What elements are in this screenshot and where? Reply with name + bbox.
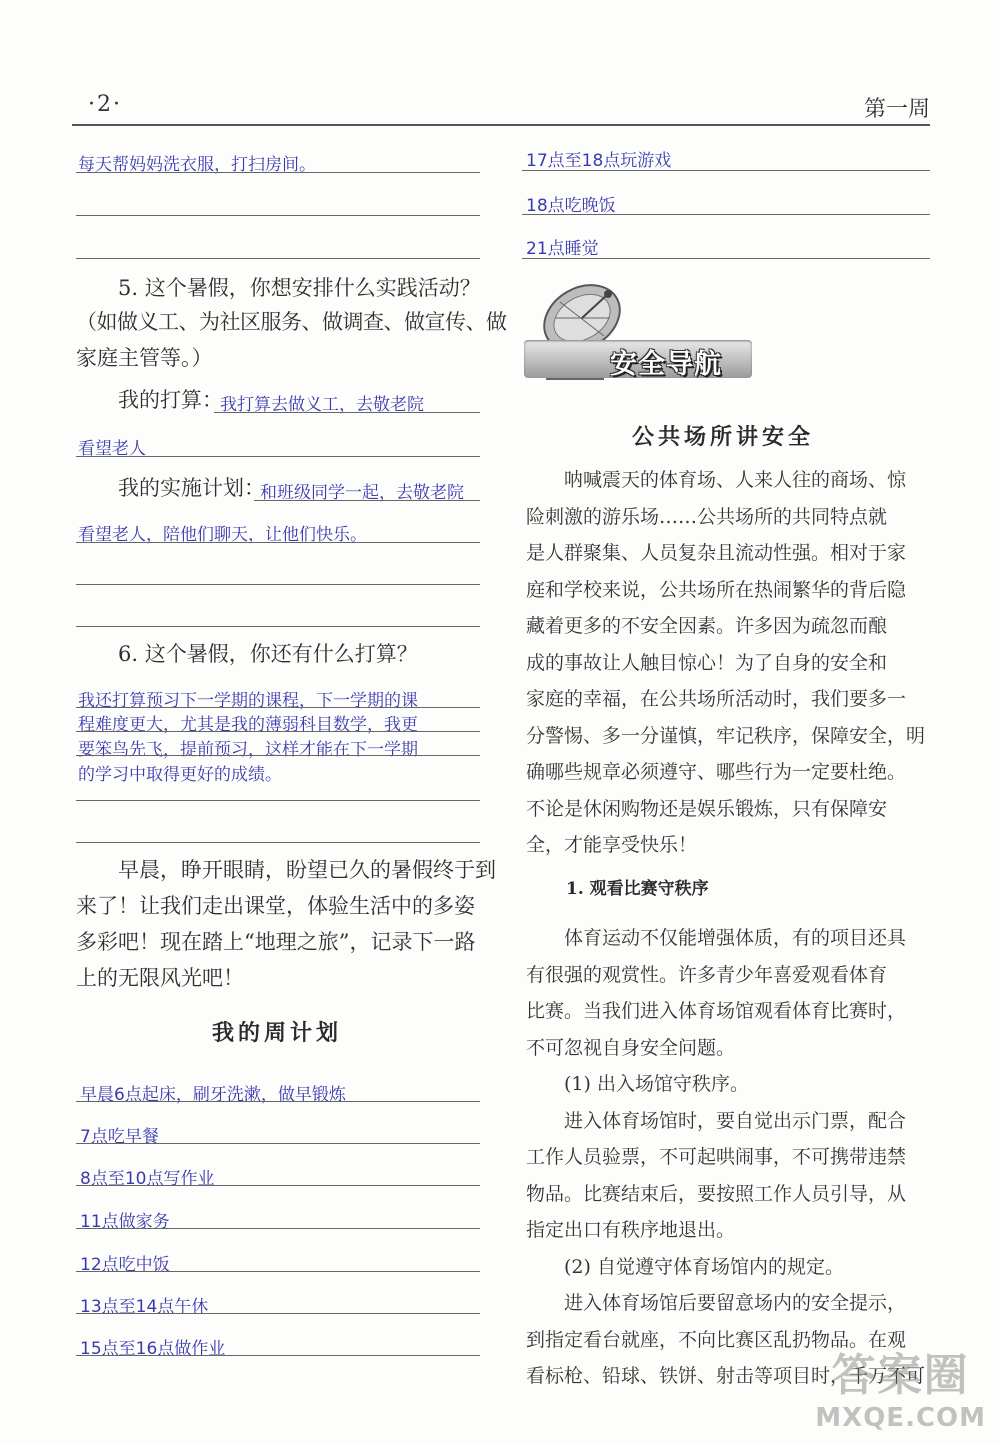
text-line: 是人群聚集、人员复杂且流动性强。相对于家 <box>526 542 907 564</box>
answer-line <box>76 215 480 216</box>
text-line: 全，才能享受快乐！ <box>526 834 698 856</box>
text-line: 分警惕、多一分谨慎，牢记秩序，保障安全，明 <box>526 724 926 747</box>
text-line: 进入体育场馆时，要自觉出示门票，配合 <box>564 1109 907 1132</box>
section1-heading: 1. 观看比赛守秩序 <box>566 879 709 899</box>
text-line: 险刺激的游乐场……公共场所的共同特点就 <box>526 505 888 528</box>
q6-answer-2: 程难度更大，尤其是我的薄弱科目数学，我更 <box>78 715 418 735</box>
watermark-line2: MXQE.COM <box>815 1403 986 1433</box>
answer-line <box>76 1228 480 1229</box>
section1-body <box>526 920 930 1395</box>
header-rule <box>72 124 930 126</box>
answer-line <box>76 626 480 627</box>
answer-line <box>76 258 480 259</box>
schedule-item: 17点至18点玩游戏 <box>526 151 672 171</box>
intro-line2: 来了！让我们走出课堂，体验生活中的多姿 <box>76 894 475 918</box>
answer-housework: 每天帮妈妈洗衣服，打扫房间。 <box>78 155 316 175</box>
answer-line <box>76 1101 480 1102</box>
text-line: 工作人员验票，不可起哄闹事，不可携带违禁 <box>526 1146 907 1168</box>
text-line: (1) 出入场馆守秩序。 <box>564 1073 749 1095</box>
answer-line <box>76 172 480 173</box>
schedule-item: 12点吃中饭 <box>80 1255 170 1275</box>
impl-answer-1: 和班级同学一起，去敬老院 <box>260 483 464 503</box>
answer-line <box>76 800 480 801</box>
answer-line <box>522 258 930 259</box>
schedule-item: 早晨6点起床，刷牙洗漱，做早锻炼 <box>80 1085 346 1105</box>
answer-line <box>76 1271 480 1272</box>
text-line: 指定出口有秩序地退出。 <box>526 1219 736 1241</box>
weekly-plan-title: 我的周计划 <box>212 1020 343 1046</box>
safety-banner <box>524 272 754 392</box>
text-line: 看标枪、铅球、铁饼、射击等项目时，千万不可 <box>526 1365 926 1387</box>
text-line: 庭和学校来说，公共场所在热闹繁华的背后隐 <box>526 578 907 601</box>
article-paragraph <box>526 462 930 864</box>
schedule-item: 13点至14点午休 <box>80 1297 209 1317</box>
text-line: 体育运动不仅能增强体质，有的项目还具 <box>564 927 907 949</box>
plan-label: 我的打算： <box>118 388 223 412</box>
answer-line <box>76 584 480 585</box>
answer-line <box>76 755 480 756</box>
schedule-item: 11点做家务 <box>80 1212 170 1232</box>
answer-line <box>76 1143 480 1144</box>
watermark <box>815 1339 986 1433</box>
plan-answer-1: 我打算去做义工，去敬老院 <box>220 395 424 415</box>
question-5-line1: 5. 这个暑假，你想安排什么实践活动？ <box>118 276 481 300</box>
text-line: 不论是休闲购物还是娱乐锻炼，只有保障安 <box>526 797 888 820</box>
text-line: 确哪些规章必须遵守、哪些行为一定要杜绝。 <box>526 761 907 783</box>
text-line: 不可忽视自身安全问题。 <box>526 1036 736 1059</box>
schedule-item: 7点吃早餐 <box>80 1127 159 1147</box>
answer-line <box>76 842 480 843</box>
text-line: 比赛。当我们进入体育场馆观看体育比赛时， <box>526 1000 907 1022</box>
schedule-item: 15点至16点做作业 <box>80 1339 226 1359</box>
answer-line <box>522 170 930 171</box>
answer-line <box>76 1355 480 1356</box>
text-line: 进入体育场馆后要留意场内的安全提示， <box>564 1292 907 1314</box>
impl-answer-2: 看望老人，陪他们聊天，让他们快乐。 <box>78 525 367 545</box>
intro-line1: 早晨，睁开眼睛，盼望已久的暑假终于到 <box>118 858 496 882</box>
answer-line <box>522 214 930 215</box>
answer-line <box>214 412 480 413</box>
text-line: 成的事故让人触目惊心！为了自身的安全和 <box>526 651 888 674</box>
q6-answer-4: 的学习中取得更好的成绩。 <box>78 765 282 785</box>
answer-line <box>76 1185 480 1186</box>
intro-line3: 多彩吧！现在踏上“地理之旅”，记录下一路 <box>76 930 476 954</box>
q6-answer-1: 我还打算预习下一学期的课程，下一学期的课 <box>78 691 418 711</box>
text-line: 到指定看台就座，不向比赛区乱扔物品。在观 <box>526 1328 907 1351</box>
answer-line <box>76 456 480 457</box>
text-line: 有很强的观赏性。许多青少年喜爱观看体育 <box>526 963 888 986</box>
q6-answer-3: 要笨鸟先飞，提前预习，这样才能在下一学期 <box>78 740 418 760</box>
watermark-line1: 答案圈 <box>831 1350 970 1401</box>
answer-line <box>76 1313 480 1314</box>
article-title: 公共场所讲安全 <box>632 424 815 450</box>
answer-line <box>76 731 480 732</box>
intro-line4: 上的无限风光吧！ <box>76 966 244 990</box>
schedule-item: 18点吃晚饭 <box>526 196 616 216</box>
schedule-item: 8点至10点写作业 <box>80 1169 215 1189</box>
answer-line <box>76 542 480 543</box>
plan-answer-2: 看望老人 <box>78 439 146 459</box>
question-5-line3: 家庭主管等。） <box>76 346 213 370</box>
banner-title: 安全导航 <box>610 349 722 380</box>
answer-line <box>254 500 480 501</box>
text-line: 藏着更多的不安全因素。许多因为疏忽而酿 <box>526 615 888 637</box>
text-line: 呐喊震天的体育场、人来人往的商场、惊 <box>564 469 907 491</box>
answer-line <box>76 707 480 708</box>
impl-label: 我的实施计划： <box>118 476 265 500</box>
page-number: ·2· <box>88 92 122 117</box>
text-line: 家庭的幸福，在公共场所活动时，我们要多一 <box>526 688 907 710</box>
text-line: 物品。比赛结束后，要按照工作人员引导，从 <box>526 1182 907 1205</box>
question-6: 6. 这个暑假，你还有什么打算？ <box>118 642 418 666</box>
text-line: (2) 自觉遵守体育场馆内的规定。 <box>564 1255 844 1278</box>
week-label: 第一周 <box>863 97 930 122</box>
schedule-item: 21点睡觉 <box>526 239 599 259</box>
question-5-line2: （如做义工、为社区服务、做调查、做宣传、做 <box>76 310 507 334</box>
